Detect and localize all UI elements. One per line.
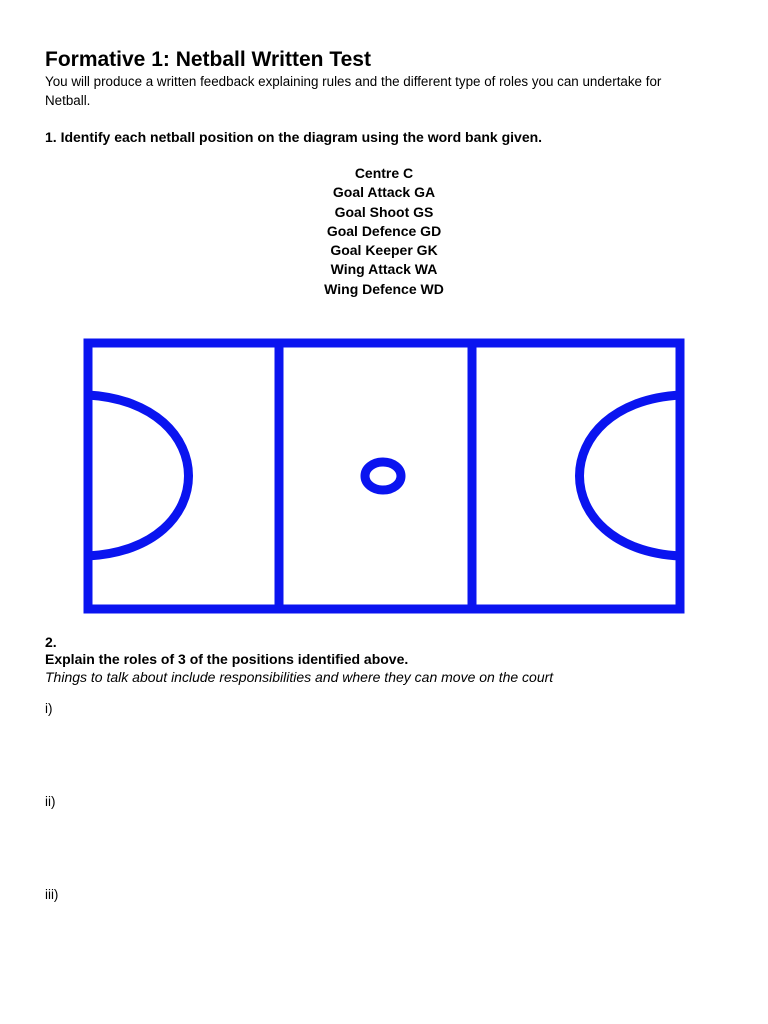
word-bank-item: Goal Keeper GK bbox=[330, 242, 438, 259]
question-2-number: 2. bbox=[45, 634, 57, 650]
question-2 bbox=[45, 634, 553, 687]
question-2-heading: Explain the roles of 3 of the positions identified above. bbox=[45, 651, 409, 667]
word-bank-item: Goal Attack GA bbox=[332, 184, 436, 201]
question-2-hint: Things to talk about include responsibilities and where they can move on the court bbox=[45, 669, 554, 685]
word-bank-item: Centre C bbox=[354, 165, 414, 181]
intro-text: You will produce a written feedback explaining rules and the different type of roles you can undertake for Netball. bbox=[45, 74, 662, 108]
page-title: Formative 1: Netball Written Test bbox=[45, 48, 371, 71]
word-bank-item: Wing Attack WA bbox=[330, 261, 438, 278]
answer-label-iii: iii) bbox=[45, 887, 59, 902]
word-bank-item: Wing Defence WD bbox=[324, 280, 444, 297]
question-1-prompt: 1. Identify each netball position on the diagram using the word bank given. bbox=[45, 129, 543, 145]
court-background bbox=[82, 337, 686, 615]
word-bank-item: Goal Shoot GS bbox=[334, 203, 434, 220]
answer-label-ii: ii) bbox=[45, 794, 56, 809]
word-bank bbox=[284, 164, 484, 299]
netball-court-diagram bbox=[82, 337, 686, 615]
answer-label-i: i) bbox=[45, 701, 53, 716]
word-bank-item: Goal Defence GD bbox=[326, 222, 442, 239]
